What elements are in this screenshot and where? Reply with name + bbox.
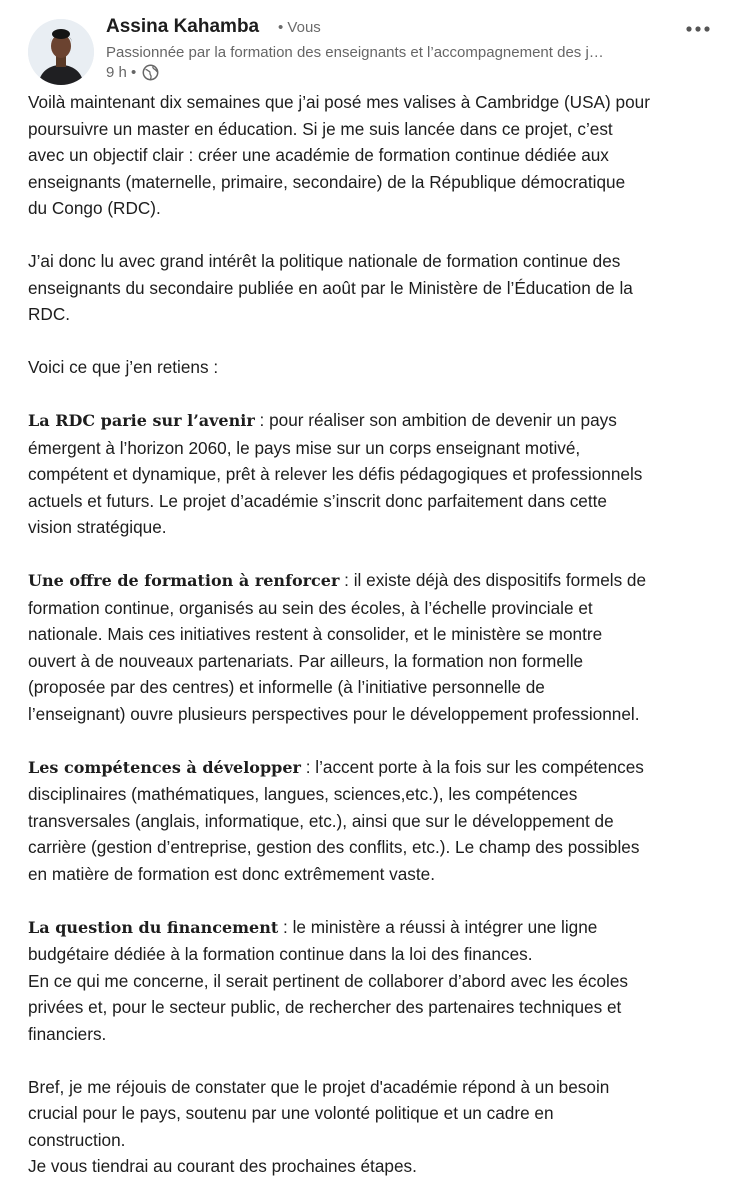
section-title: Les compétences à développer [28,757,301,777]
text-line: construction. [28,1129,126,1150]
text-line: transversales (anglais, informatique, etc.), ainsi que sur le développement de [28,810,614,831]
text-line: formation continue, organisés au sein des écoles, à l’échelle provinciale et [28,597,593,618]
text-line: carrière (gestion d’entreprise, gestion des conflits, etc.). Le champ des possibles [28,837,640,857]
text-line: poursuivre un master en éducation. Si je me suis lancée dans ce projet, c’est [28,118,613,139]
text-line: Je vous tiendrai au courant des prochaines étapes. [28,1156,417,1176]
text-line: nationale. Mais ces initiatives restent à consolider, et le ministère se montre [28,624,603,644]
text-line: enseignants du secondaire publiée en août par le Ministère de l’Éducation de la [28,277,633,298]
more-horizontal-icon [678,20,718,42]
text-line: l’enseignant) ouvre plusieurs perspectives pour le développement professionnel. [28,703,640,724]
text-line: enseignants (maternelle, primaire, secondaire) de la République démocratique [28,171,626,192]
text-line: J’ai donc lu avec grand intérêt la politique nationale de formation continue des [28,251,621,271]
text-line: Bref, je me réjouis de constater que le projet d'académie répond à un besoin [28,1076,610,1097]
author-name[interactable]: Assina Kahamba [106,16,260,37]
section-skills [28,754,716,888]
reading-paragraph [28,248,716,328]
author-avatar[interactable] [28,19,94,85]
text-line: crucial pour le pays, soutenu par une volonté politique et un cadre en [28,1103,554,1123]
section-text: : il existe déjà des dispositifs formels de [339,570,647,590]
section-future [28,407,716,541]
text-line: En ce qui me concerne, il serait pertinent de collaborer d’abord avec les écoles [28,970,628,991]
post-body [28,89,716,1180]
section-text: : le ministère a réussi à intégrer une ligne [278,916,598,937]
text-line [28,567,716,595]
author-headline: Passionnée par la formation des enseignants et l’accompagnement des j… [106,44,604,61]
globe-icon [142,64,159,81]
text-line [28,914,716,942]
text-line: budgétaire dédiée à la formation continue dans la loi des finances. [28,944,533,964]
text-line: ouvert à de nouveaux partenariats. Par ailleurs, la formation non formelle [28,650,584,671]
section-title: Une offre de formation à renforcer [28,571,340,590]
text-line: avec un objectif clair : créer une académie de formation continue dédiée aux [28,145,609,165]
text-line: émergent à l’horizon 2060, le pays mise sur un corps enseignant motivé, [28,437,581,458]
text-line: du Congo (RDC). [28,198,161,218]
section-text: : l’accent porte à la fois sur les compétences [300,756,644,777]
text-line [28,407,716,435]
text-line: disciplinaires (mathématiques, langues, sciences,etc.), les compétences [28,784,578,804]
intro-paragraph [28,89,716,222]
text-line: RDC. [28,304,71,324]
text-line: privées et, pour le secteur public, de rechercher des partenaires techniques et [28,997,622,1017]
text-line: actuels et futurs. Le projet d’académie s’inscrit donc parfaitement dans cette [28,490,607,511]
section-text: : pour réaliser son ambition de devenir un pays [254,410,617,430]
text-line: compétent et dynamique, prêt à relever les défis pédagogiques et professionnels [28,464,643,484]
section-training-offer [28,567,716,727]
text-line: (proposée par des centres) et informelle (à l’initiative personnelle de [28,677,545,697]
more-options-button[interactable] [678,20,718,42]
text-line: Voilà maintenant dix semaines que j’ai posé mes valises à Cambridge (USA) pour [28,92,650,112]
closing-paragraph [28,1074,716,1180]
post-timestamp-row [106,64,159,81]
section-funding [28,914,716,1048]
post-time: 9 h • [106,64,137,81]
takeaways-intro [28,354,716,381]
connection-degree: • Vous [278,19,321,36]
avatar-photo [28,19,94,85]
text-line: financiers. [28,1023,107,1044]
text-line: en matière de formation est donc extrêmement vaste. [28,863,435,884]
text-line [28,754,716,782]
text-line: vision stratégique. [28,517,167,537]
section-title: La RDC parie sur l’avenir [28,411,255,430]
post-header [28,14,718,86]
section-title: La question du financement [28,917,279,937]
text-line: Voici ce que j’en retiens : [28,357,219,377]
